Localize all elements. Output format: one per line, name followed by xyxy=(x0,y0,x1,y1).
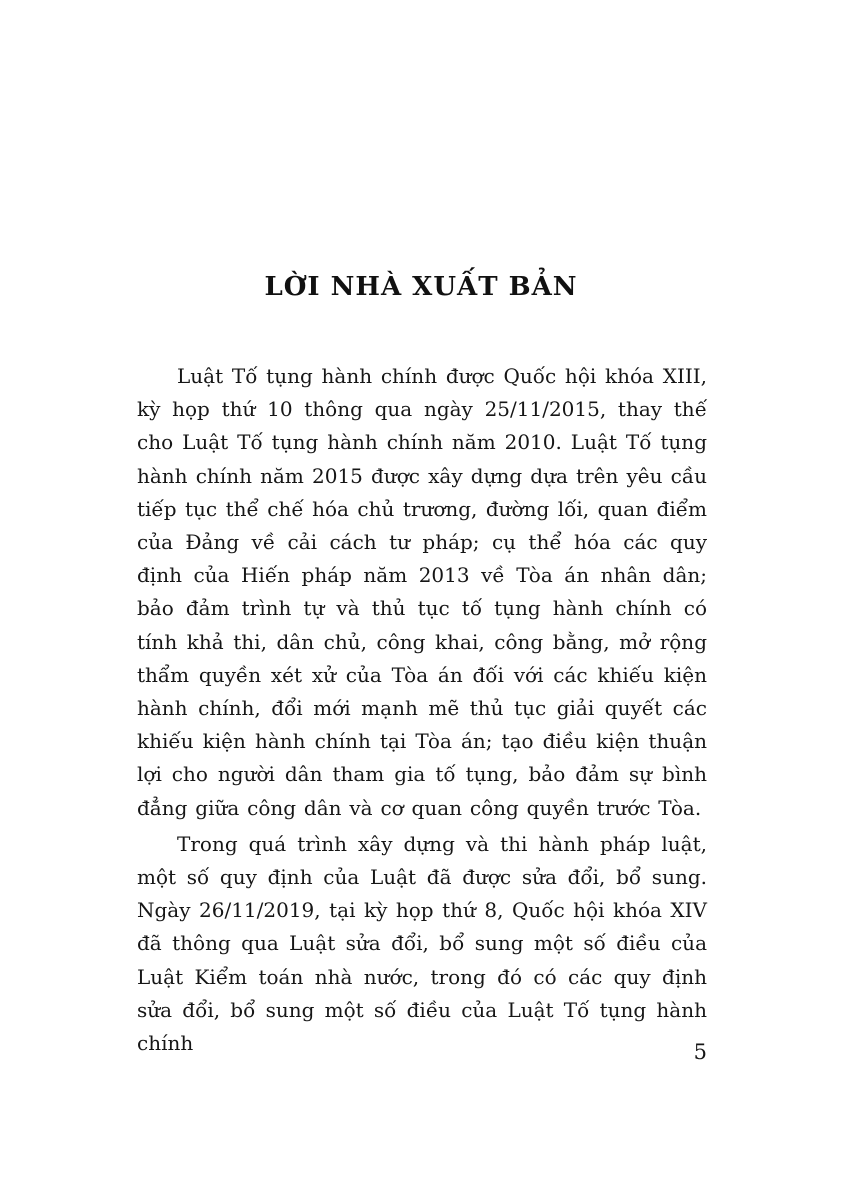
page-title: LỜI NHÀ XUẤT BẢN xyxy=(264,272,578,302)
body-text xyxy=(137,360,707,1060)
paragraph-1: Luật Tố tụng hành chính được Quốc hội khóa XIII, kỳ họp thứ 10 thông qua ngày 25/11/2015, thay thế cho Luật Tố tụng hành chính năm 2010. Luật Tố tụng hành chính năm 2015 được xây dựng dựa trên yêu cầu tiếp tục thể chế hóa chủ trương, đường lối, quan điểm của Đảng về cải cách tư pháp; cụ thể hóa các quy định của Hiến pháp năm 2013 về Tòa án nhân dân; bảo đảm trình tự và thủ tục tố tụng hành chính có tính khả thi, dân chủ, công khai, công bằng, mở rộng thẩm quyền xét xử của Tòa án đối với các khiếu kiện hành chính, đổi mới mạnh mẽ thủ tục giải quyết các khiếu kiện hành chính tại Tòa án; tạo điều kiện thuận lợi cho người dân tham gia tố tụng, bảo đảm sự bình đẳng giữa công dân và cơ quan công quyền trước Tòa. xyxy=(137,364,707,820)
page-number: 5 xyxy=(693,1040,707,1064)
paragraph-2: Trong quá trình xây dựng và thi hành pháp luật, một số quy định của Luật đã được sửa đổi, bổ sung. Ngày 26/11/2019, tại kỳ họp thứ 8, Quốc hội khóa XIV đã thông qua Luật sửa đổi, bổ sung một số điều của Luật Kiểm toán nhà nước, trong đó có các quy định sửa đổi, bổ sung một số điều của Luật Tố tụng hành chính xyxy=(137,831,707,1056)
